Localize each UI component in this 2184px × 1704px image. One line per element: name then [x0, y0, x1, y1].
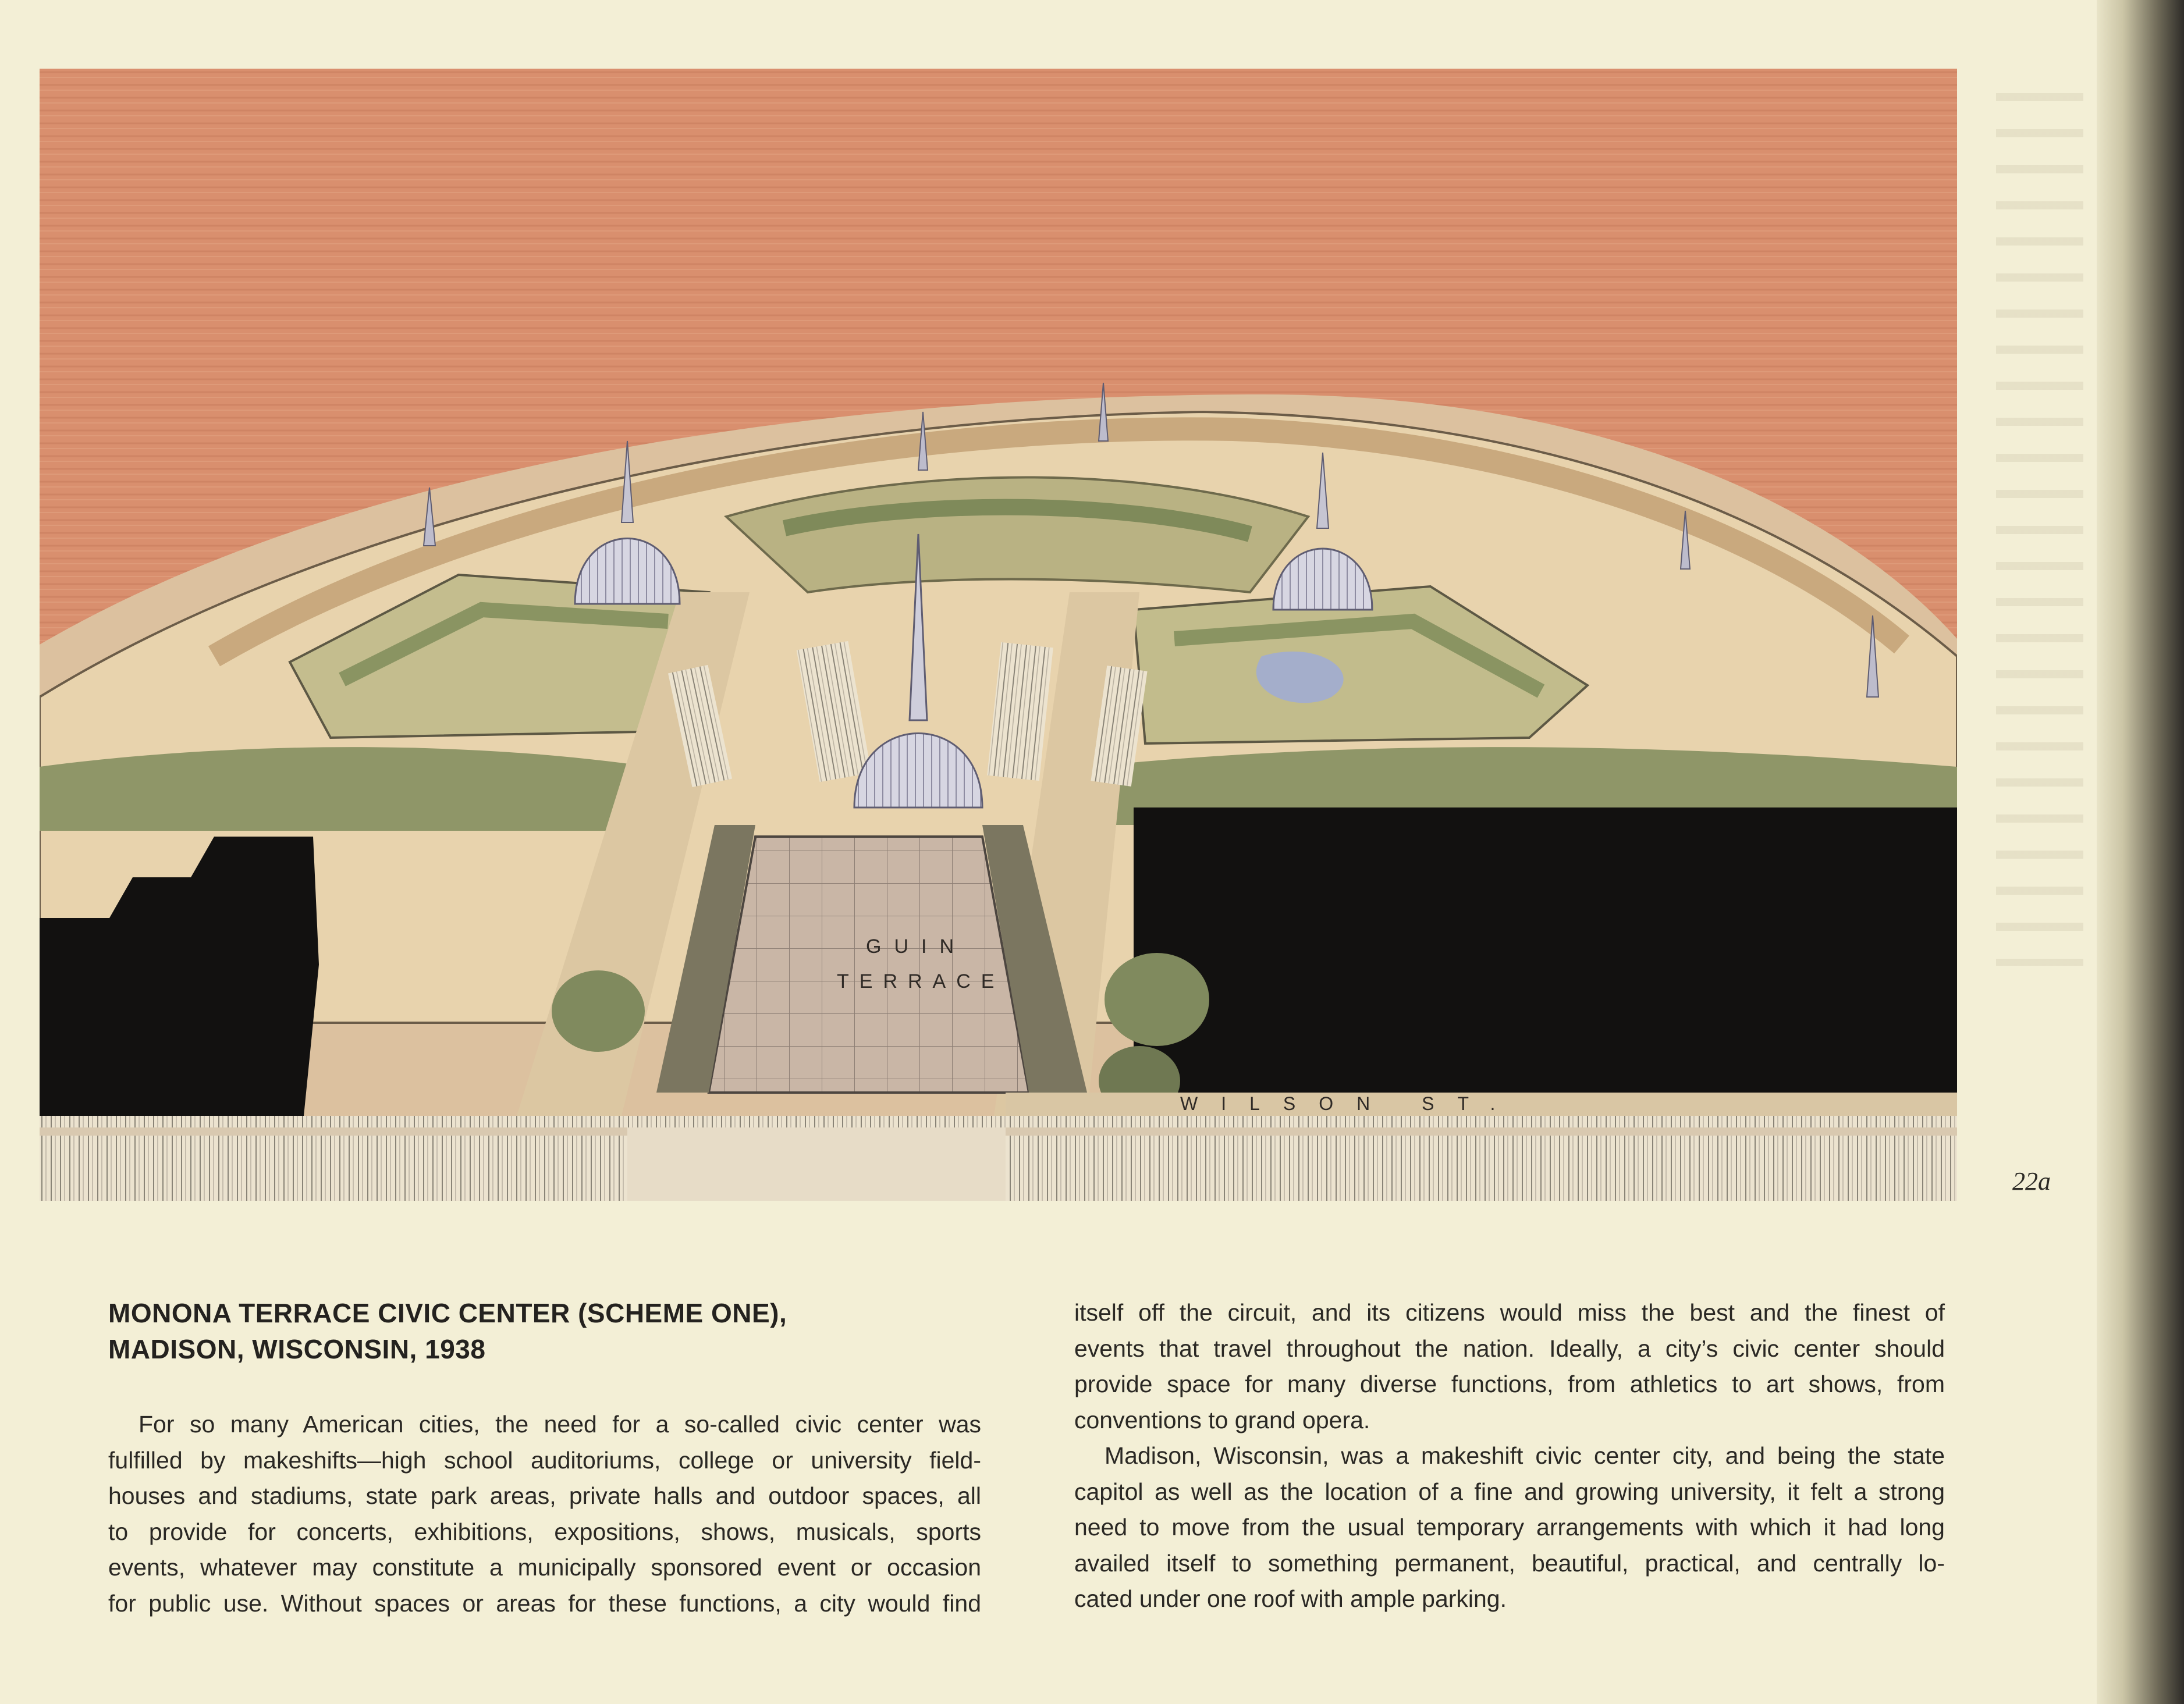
body-line: houses and stadiums, state park areas, private halls and outdoor spaces, all: [108, 1482, 981, 1509]
body-line: availed itself to something permanent, beautiful, practical, and centrally lo-: [1074, 1549, 1945, 1577]
terrace-label-line2: TERRACE: [837, 970, 1005, 992]
caption-line: MONONA TERRACE CIVIC CENTER (SCHEME ONE),: [108, 1298, 787, 1328]
body-line: cated under one roof with ample parking.: [1074, 1585, 1507, 1612]
book-gutter-shadow: [2097, 0, 2184, 1704]
figure-plate: [40, 69, 1957, 1201]
body-line: events that travel throughout the nation. Ideally, a city’s civic center should: [1074, 1335, 1945, 1362]
body-line: Madison, Wisconsin, was a makeshift civic center city, and being the state: [1105, 1442, 1945, 1469]
body-line: For so many American cities, the need for a so-called civic center was: [139, 1411, 981, 1438]
body-line: to provide for concerts, exhibitions, expositions, shows, musicals, sports: [108, 1518, 981, 1545]
monona-terrace-aerial-rendering: [40, 69, 1957, 1201]
body-line: events, whatever may constitute a municipally sponsored event or occasion: [108, 1554, 981, 1581]
figure-caption: [108, 1295, 923, 1367]
facing-page-bleed: [1996, 93, 2083, 966]
body-line: capitol as well as the location of a fine and growing university, it felt a strong: [1074, 1478, 1945, 1505]
body-line: fulfilled by makeshifts—high school auditoriums, college or university field-: [108, 1446, 981, 1474]
body-column-left: [108, 1407, 981, 1621]
body-line: itself off the circuit, and its citizens would miss the best and the finest of: [1074, 1299, 1945, 1326]
body-line: for public use. Without spaces or areas for these functions, a city would find: [108, 1589, 981, 1617]
caption-line: MADISON, WISCONSIN, 1938: [108, 1334, 486, 1364]
figure-number: 22a: [2012, 1167, 2051, 1196]
body-line: conventions to grand opera.: [1074, 1406, 1370, 1433]
body-line: need to move from the usual temporary arrangements with which it had long: [1074, 1514, 1945, 1541]
street-label: WILSON ST.: [1180, 1093, 1519, 1114]
body-line: provide space for many diverse functions, from athletics to art shows, from: [1074, 1371, 1945, 1397]
body-column-right: [1074, 1295, 1945, 1617]
terrace-label-line1: GUIN: [866, 935, 967, 958]
